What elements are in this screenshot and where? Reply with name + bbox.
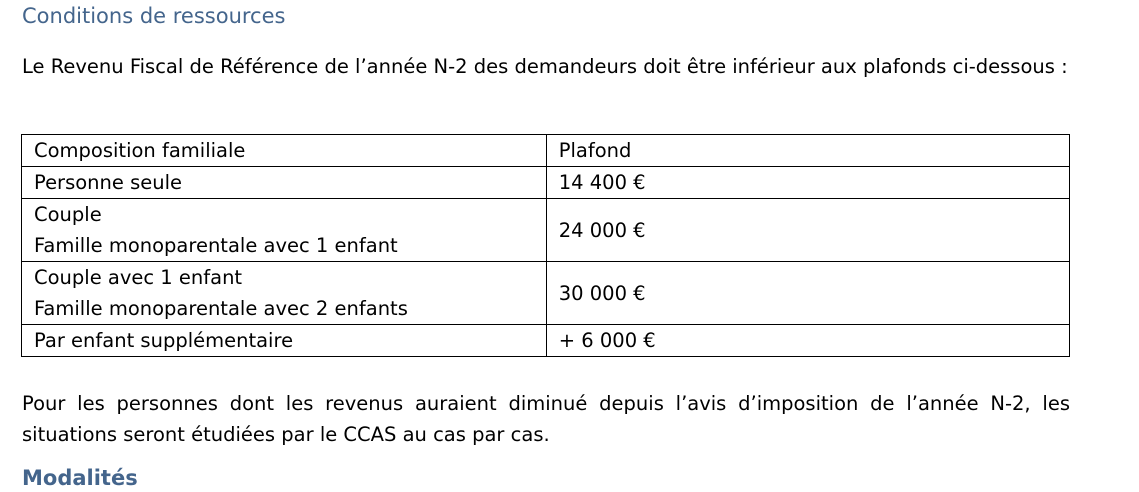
income-ceiling-table: [21, 134, 1070, 357]
table-row: [22, 325, 1070, 357]
composition-line: Couple: [34, 203, 102, 226]
header-plafond: Plafond: [546, 135, 1069, 167]
composition-cell: [22, 199, 547, 262]
plafond-cell: 24 000 €: [546, 199, 1069, 262]
composition-line: Famille monoparentale avec 2 enfants: [34, 297, 408, 320]
composition-cell: [22, 167, 547, 199]
header-composition: Composition familiale: [22, 135, 547, 167]
table-row: [22, 262, 1070, 325]
next-section-heading: Modalités: [22, 466, 138, 490]
table-row: [22, 167, 1070, 199]
intro-paragraph: Le Revenu Fiscal de Référence de l’année N-2 des demandeurs doit être inférieur aux plafonds ci-dessous :: [22, 55, 1068, 78]
plafond-cell: 14 400 €: [546, 167, 1069, 199]
plafond-cell: 30 000 €: [546, 262, 1069, 325]
note-paragraph: Pour les personnes dont les revenus auraient diminué depuis l’avis d’imposition de l’année N-2, les situations seront étudiées par le CCAS au cas par cas.: [22, 392, 1070, 446]
composition-line: Personne seule: [34, 171, 183, 194]
table-header-row: [22, 135, 1070, 167]
composition-line: Par enfant supplémentaire: [34, 329, 294, 352]
composition-line: Couple avec 1 enfant: [34, 266, 243, 289]
table-row: [22, 199, 1070, 262]
composition-line: Famille monoparentale avec 1 enfant: [34, 234, 398, 257]
section-heading: Conditions de ressources: [22, 4, 286, 28]
composition-cell: [22, 325, 547, 357]
plafond-cell: + 6 000 €: [546, 325, 1069, 357]
composition-cell: [22, 262, 547, 325]
